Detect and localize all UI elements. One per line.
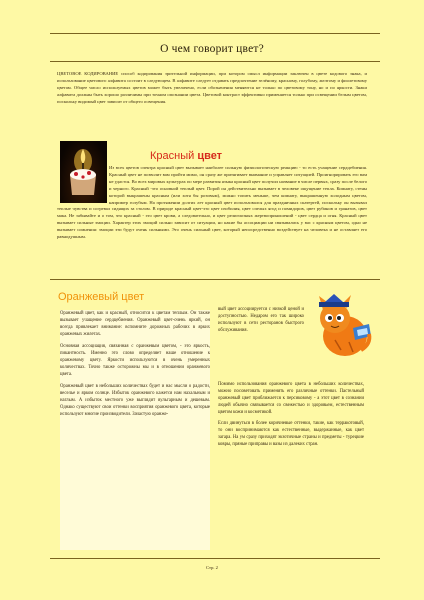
orange-col1-p1: Оранжевый цвет, как и красный, относится к цветам теплым. Он также вызывает учащение сердцебиения. Оранжевый цвет-очень яркий, он всегда привлекает внимание: вспомните дорожных рабочих в ярких оранжевых жилетах.: [60, 311, 210, 337]
red-heading: [150, 150, 222, 162]
intro-paragraph: [57, 71, 367, 131]
section-rule: [50, 279, 380, 280]
orange-col2-top: вый цвет ассоциируется с низкой ценой и доступностью. Недаром его так широко используют в сети ресторанов быстрого обслуживания.: [218, 307, 304, 333]
orange-column-1: [60, 310, 210, 550]
red-paragraph: [57, 165, 367, 273]
intro-text: способ кодирования зрительной информации, при котором смысл информации заключен в цвете кодового знака, и использование цветового алфавита состоит в следующем. В алфавите следует отдавать предпочтение зелёному, красному, голубому, желтому и фиолетовому цветам. Общее число используемых цветов может быть увеличено, если обозначения меняются не только по цветовому тону, но и по яркости. Знаки алфавита должны быть хорошо различимы при точном опознании цвета. Цветовой контраст эффективно применяется только при освещении белым цветом, поскольку видимый цвет зависит от общего освещения.: [57, 71, 367, 104]
image-spacer: [57, 165, 109, 205]
orange-col2-p1: Помимо использования оранжевого цвета в небольших количествах, можно посоветовать применять его различные оттенки. Пастельный оранжевый цвет приближается к персиковому - а этот цвет в сознании людей обычно связывается со свежестью и здоровьем, естественным цветом кожи и косметикой.: [218, 381, 364, 415]
cat-icon: [305, 290, 375, 362]
orange-col1-p2: Оснoвная ассоциация, связанная с оранжевым цветом, - это яркость, пикантность. Именно это слово определяет наше отношение к оранжевому цвету. Яркости используются в очень умеренных количествах. Точно также осторожны мы и в отношении оранжевого цвета.: [60, 344, 210, 377]
orange-heading: Оранжевый цвет: [58, 291, 145, 303]
top-rule: [50, 33, 380, 34]
page-number: Стр. 2: [206, 565, 218, 570]
page-title: О чем говорит цвет?: [160, 43, 264, 55]
title-rule: [50, 61, 380, 62]
cat-illustration: [305, 290, 375, 362]
intro-lead: ЦВЕТОВОЕ КОДИРОВАНИЕ: [57, 71, 119, 76]
red-heading-bold: цвет: [197, 150, 223, 162]
bottom-rule: [50, 558, 380, 559]
orange-column-2: [218, 376, 364, 516]
red-heading-plain: Красный: [150, 150, 198, 162]
orange-col2-p2: Если двинуться в более коричневые оттенки, такие, как терракотовый, то они воспринимаются как естественные, выдержанные, как цвет загара. На ум сразу приходят экзотичные страны и предметы - турецкие ковры, пряные приправы и вазы из далеких стран.: [218, 421, 364, 448]
red-text: Из всех цветов спектра красный цвет вызывает наиболее сильную физиологическую реакцию - то есть учащение сердцебиения. Красный цвет не позволит вам пройти мимо, он сразу же притягивает внимание и управляет ситуацией. Проигнорировать его вам не удастся. Во всех мировых культурах по мере развития языка красный цвет получил название в числе первых, сразу после белого и черного. Красный -это основной теплый цвет. Порой он действительно вызывает в человеке ощущение тепла. Комнату, стены которой выкрашены красным (или хотя бы розовым), можно топить меньше, чем комнату, выкрашенную холодным цветом, например голубым. На протяжении долгих лет красный цвет использовался для праздничных скатертей, поскольку он вызывал теплые чувства и согревал сидящих за столом. В природе красный цвет-это цвет изобилия, цвет спелых ягод и помидоров, цвет рубинов и гранатов, цвет мака. Не забывайте и о том, что красный - это цвет крови, а следовательно, и цвет религиозных жертвоприношений - цвет сердца и огня. Красный цвет вызывает сильные эмоции. Характер этих эмоций сильно зависит от ситуации, но какие бы ассоциации ни связывались у вас с красным цветом, одно не вызывает сомнения: эмоции эти будут очень сильными. Это очень сильный цвет, который непосредственно воздействует на человека и не оставляет его равнодушным.: [57, 165, 367, 240]
orange-col1-p3: Оранжевый цвет в небольших количествах будет и нас мысли о радости, веселье и ярком солнце. Избыток оранжевого кажется нам нахальным и наглым. А избыток местного уже выглядит вульгарным и дешевым. Однако существуют свои оттенки восприятия оранжевого цвета, которые используют многие производители. Зачастую оранже-: [60, 384, 210, 417]
